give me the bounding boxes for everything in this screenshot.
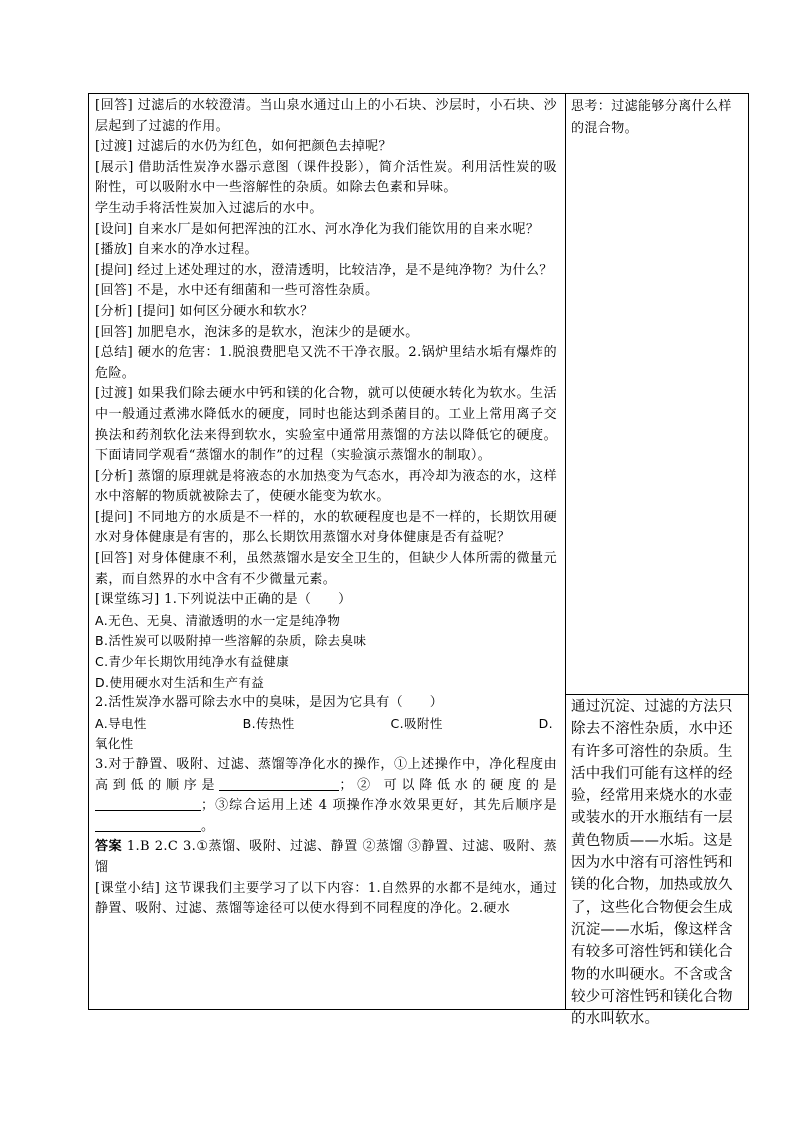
paragraph-transition-color: [过渡] 过滤后的水仍为红色，如何把颜色去掉呢？ xyxy=(95,139,392,155)
exercise-3-end: 。 xyxy=(201,818,215,834)
exercise-3-part-1: 3.对于静置、吸附、过滤、蒸馏等净化水的操作，①上述操作中，净化程度由高到低的顺序是 xyxy=(95,757,557,793)
paragraph-answer-health: [回答] 对身体健康不利，虽然蒸馏水是安全卫生的，但缺少人体所需的微量元素，而自然界的水中含有不少微量元素。 xyxy=(95,551,557,587)
hard-water-note: 通过沉淀、过滤的方法只除去不溶性杂质，水中还有许多可溶性的杂质。生活中我们可能有这样的经验，经常用来烧水的水壶或装水的开水瓶结有一层黄色物质——水垢。这是因为水中溶有可溶性钙和镁的化合物，加热或放久了，这些化合物便会生成沉淀——水垢，像这样含有较多可溶性钙和镁化合物的水叫硬水。不含或含较少可溶性钙和镁化合物的水叫软水。 xyxy=(571,699,733,1028)
exercise-2-option-b: B.传热性 xyxy=(242,715,295,731)
notes-column-top xyxy=(571,96,743,140)
paragraph-analysis-hard-soft: [分析] [提问] 如何区分硬水和软水？ xyxy=(95,303,314,319)
paragraph-answer-filter: [回答] 过滤后的水较澄清。当山泉水通过山上的小石块、沙层时，小石块、沙层起到了过滤的作用。 xyxy=(95,98,557,134)
paragraph-answer-impurities: [回答] 不是，水中还有细菌和一些可溶性杂质。 xyxy=(95,283,379,299)
answer-text: 1.B 2.C 3.①蒸馏、吸附、过滤、静置 ②蒸馏 ③静置、过滤、吸附、蒸馏 xyxy=(95,839,557,875)
think-note: 思考：过滤能够分离什么样的混合物。 xyxy=(571,99,732,136)
paragraph-play-video: [播放] 自来水的净水过程。 xyxy=(95,242,258,258)
exercise-1-option-b: B.活性炭可以吸附掉一些溶解的杂质，除去臭味 xyxy=(95,633,367,649)
answer-key xyxy=(95,837,557,878)
exercise-3-part-2: ；② 可以降低水的硬度的是 xyxy=(339,777,557,793)
exercise-2-options xyxy=(95,714,557,735)
exercise-3-part-3: ；③综合运用上述 4 项操作净水效果更好，其先后顺序是 xyxy=(201,798,557,814)
paragraph-question-pure: [提问] 经过上述处理过的水，澄清透明，比较洁净，是不是纯净物？为什么？ xyxy=(95,262,553,278)
exercise-2-option-d: D. xyxy=(538,715,553,731)
paragraph-analysis-distill: [分析] 蒸馏的原理就是将液态的水加热变为气态水，再冷却为液态的水，这样水中溶解的物质就被除去了，使硬水能变为软水。 xyxy=(95,468,557,505)
class-summary: [课堂小结] 这节课我们主要学习了以下内容：1.自然界的水都不是纯水，通过静置、吸附、过滤、蒸馏等途径可以使水得到不同程度的净化。2.硬水 xyxy=(95,880,557,917)
exercise-1-option-a: A.无色、无臭、清澈透明的水一定是纯净物 xyxy=(95,612,341,628)
paragraph-transition-softening: [过渡] 如果我们除去硬水中钙和镁的化合物，就可以使硬水转化为软水。生活中一般通过煮沸水降低水的硬度，同时也能达到杀菌目的。工业上常用离子交换法和药剂软化法来得到软水，实验室中通常用蒸馏的方法以降低它的硬度。下面请同学观看“蒸馏水的制作”的过程（实验演示蒸馏水的制取）。 xyxy=(95,386,557,464)
column-divider xyxy=(565,94,566,1009)
exercise-3-question xyxy=(95,755,557,837)
exercise-2-option-c: C.吸附性 xyxy=(390,715,443,731)
exercise-1-option-d: D.使用硬水对生活和生产有益 xyxy=(95,674,265,690)
answer-label: 答案 xyxy=(95,839,123,855)
notes-section-border xyxy=(565,694,748,695)
paragraph-display-carbon: [展示] 借助活性炭净水器示意图（课件投影），简介活性炭。利用活性炭的吸附性，可以吸附水中一些溶解性的杂质。如除去色素和异味。 xyxy=(95,159,557,196)
exercise-2-question: 2.活性炭净水器可除去水中的臭味，是因为它具有（ ） xyxy=(95,695,444,711)
exercise-1-option-c: C.青少年长期饮用纯净水有益健康 xyxy=(95,654,290,670)
paragraph-answer-soap: [回答] 加肥皂水，泡沫多的是软水，泡沫少的是硬水。 xyxy=(95,324,419,340)
answer-blank-2[interactable] xyxy=(95,796,201,811)
paragraph-summary-harm: [总结] 硬水的危害：1.脱浪费肥皂又洗不干净衣服。2.锅炉里结水垢有爆炸的危险。 xyxy=(95,345,557,381)
notes-column-bottom xyxy=(571,696,747,1030)
answer-blank-1[interactable] xyxy=(219,776,339,791)
paragraph-question-waterworks: [设问] 自来水厂是如何把浑浊的江水、河水净化为我们能饮用的自来水呢？ xyxy=(95,221,540,237)
paragraph-student-activity: 学生动手将活性炭加入过滤后的水中。 xyxy=(95,200,323,216)
exercise-2-option-a: A.导电性 xyxy=(95,715,147,731)
exercise-2-option-d-text: 氧化性 xyxy=(95,736,134,752)
teaching-process-column xyxy=(95,96,557,920)
paragraph-question-health: [提问] 不同地方的水质是不一样的，水的软硬程度也是不一样的，长期饮用硬水对身体健康是有害的，那么长期饮用蒸馏水对身体健康是否有益呢？ xyxy=(95,509,557,546)
answer-blank-3[interactable] xyxy=(95,817,201,832)
exercise-title: [课堂练习] 1.下列说法中正确的是（ ） xyxy=(95,592,352,608)
lesson-table xyxy=(88,93,749,1028)
